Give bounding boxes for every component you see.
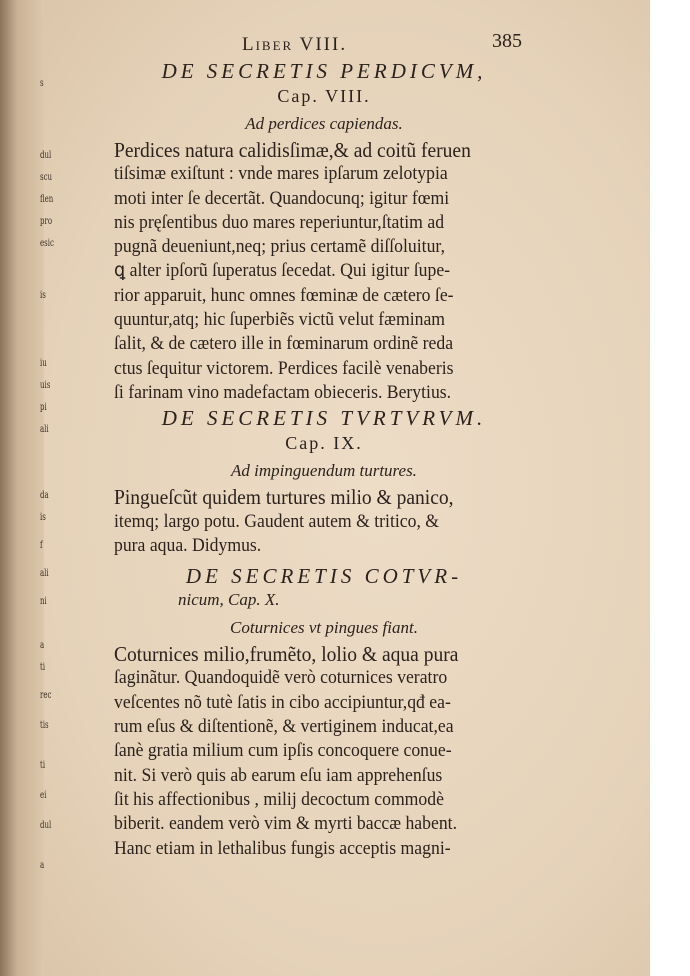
page-number: 385 [492, 30, 522, 52]
margin-fragment: f [40, 540, 43, 551]
section-subheading: Ad perdices capiendas. [245, 114, 403, 133]
margin-fragment: rec [40, 690, 52, 701]
margin-fragment: a [40, 860, 45, 871]
margin-fragment: ali [40, 424, 49, 435]
section-title-continued: nicum, Cap. X. [178, 590, 280, 610]
margin-fragment: a [40, 640, 45, 651]
body-line: biberit. eandem verò vim & myrti baccæ habent. [114, 813, 457, 835]
margin-fragment: uis [40, 380, 51, 391]
body-line: nit. Si verò quis ab earum eſu iam apprehenſus [114, 764, 443, 786]
body-line: itemq; largo potu. Gaudent autem & tritico, & [114, 510, 440, 532]
body-line: Coturnices milio,frumẽto, lolio & aqua pura [114, 642, 459, 667]
section-coturnicum [114, 564, 534, 861]
margin-fragment: ti [40, 662, 46, 673]
body-line: Hanc etiam in lethalibus fungis acceptis magni- [114, 837, 451, 859]
body-line: ꝗ alter ipſorũ ſuperatus ſecedat. Qui igitur ſupe- [114, 260, 451, 282]
margin-fragment: scu [40, 172, 53, 183]
margin-fragment: tis [40, 720, 49, 731]
section-body [114, 138, 534, 405]
body-line: pugnã deueniunt,neq; prius certamẽ diſſoluitur, [114, 236, 446, 258]
section-subheading: Ad impinguendum turtures. [231, 461, 417, 481]
page-text [114, 28, 534, 861]
margin-fragment: dul [40, 820, 52, 831]
body-line: rum eſus & diſtentionẽ, & vertiginem inducat,ea [114, 716, 454, 738]
chapter-label: Cap. IX. [285, 433, 363, 454]
body-line: ſalit, & de cætero ille in fœminarum ordinẽ reda [114, 333, 454, 355]
running-title: Liber VIII. [242, 34, 348, 55]
margin-fragment: is [40, 512, 46, 523]
body-line: pura aqua. Didymus. [114, 534, 262, 556]
body-line: ſit his affectionibus , milij decoctum commodè [114, 788, 444, 810]
margin-fragment: ali [40, 568, 49, 579]
body-line: moti inter ſe decertãt. Quandocunq; igitur fœmi [114, 187, 450, 209]
margin-fragment: is [40, 290, 46, 301]
body-line: tiſsimæ exiſtunt : vnde mares ipſarum zelotypia [114, 163, 448, 185]
section-title: DE SECRETIS PERDICVM, [161, 59, 487, 83]
margin-fragment: pro [40, 216, 53, 227]
body-line: nis pręſentibus duo mares reperiuntur,ſtatim ad [114, 211, 445, 233]
margin-fragment: ti [40, 760, 46, 771]
section-perdicum [114, 58, 534, 405]
section-turturum [114, 405, 534, 558]
margin-fragment: s [40, 78, 44, 89]
body-line: ctus ſequitur victorem. Perdices facilè venaberis [114, 357, 454, 379]
margin-fragment: flen [40, 194, 54, 205]
margin-fragment: pi [40, 402, 47, 413]
margin-fragment: ei [40, 790, 47, 801]
body-line: Pingueſcũt quidem turtures milio & panico, [114, 485, 454, 510]
section-title: DE SECRETIS TVRTVRVM. [161, 406, 487, 431]
section-title: DE SECRETIS COTVR- [185, 564, 463, 589]
margin-fragment: da [40, 490, 49, 501]
body-line: Perdices natura calidisſimæ,& ad coitũ feruen [114, 138, 471, 162]
section-body [114, 485, 534, 558]
margin-fragment: iu [40, 358, 47, 369]
body-line: ſaginãtur. Quandoquidẽ verò coturnices veratro [114, 667, 448, 689]
section-body [114, 642, 534, 861]
body-line: ſanè gratia milium cum ipſis concoquere conue- [114, 740, 452, 762]
body-line: veſcentes nõ tutè ſatis in cibo accipiuntur,qđ ea- [114, 691, 451, 713]
margin-fragment: ni [40, 596, 47, 607]
body-line: rior apparuit, hunc omnes fœminæ de cætero ſe- [114, 284, 454, 306]
margin-fragment: esic [40, 238, 54, 249]
margin-fragment: dul [40, 150, 52, 161]
body-line: quuntur,atq; hic ſuperbiẽs victũ velut fæminam [114, 309, 446, 331]
body-line: ſi farinam vino madefactam obieceris. Berytius. [114, 381, 452, 403]
section-subheading: Coturnices vt pingues fiant. [230, 618, 418, 638]
page-header [114, 28, 534, 58]
chapter-label: Cap. VIII. [277, 86, 371, 106]
